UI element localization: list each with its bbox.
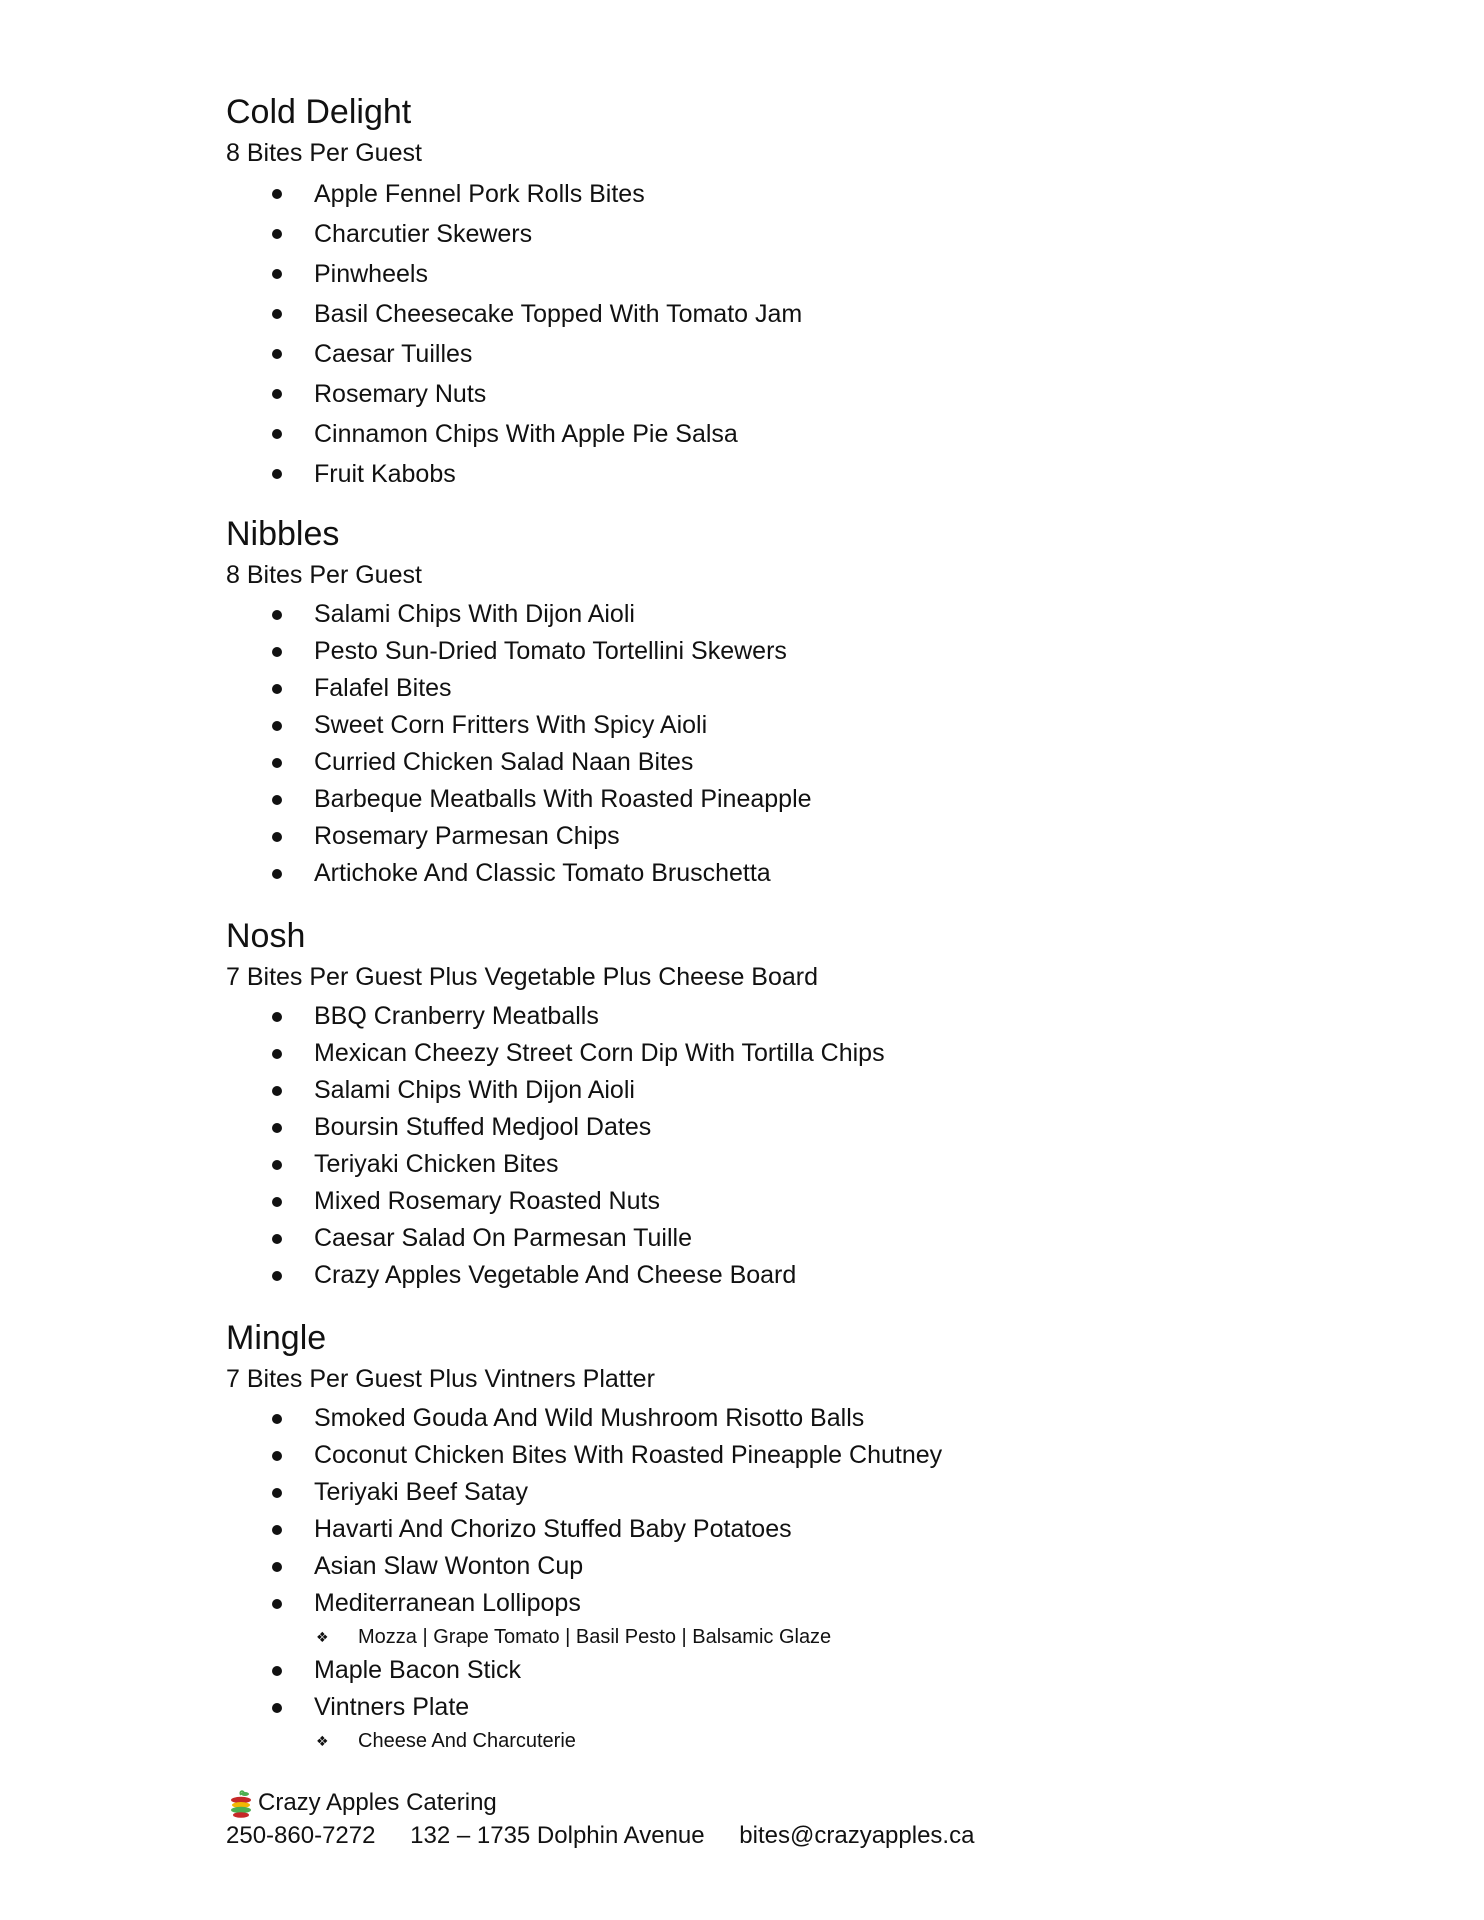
item-label: Charcutier Skewers	[314, 220, 533, 248]
item-label: Teriyaki Beef Satay	[314, 1478, 528, 1506]
item-list	[226, 1400, 1326, 1622]
diamond-bullet-icon: ❖	[316, 1629, 329, 1645]
list-item	[226, 454, 1326, 494]
list-item	[226, 596, 1326, 633]
list-item	[226, 1585, 1326, 1622]
subitem-label: Mozza | Grape Tomato | Basil Pesto | Balsamic Glaze	[358, 1626, 832, 1648]
list-item	[226, 1652, 1326, 1689]
list-item	[226, 1474, 1326, 1511]
item-label: Cinnamon Chips With Apple Pie Salsa	[314, 420, 738, 448]
list-item	[226, 334, 1326, 374]
street-address: 132 – 1735 Dolphin Avenue	[410, 1822, 705, 1849]
item-label: Artichoke And Classic Tomato Bruschetta	[314, 859, 771, 887]
bullet-icon	[272, 1599, 282, 1609]
list-item	[226, 1437, 1326, 1474]
bullet-icon	[272, 1525, 282, 1535]
section-title: Nosh	[226, 917, 306, 955]
item-label: Sweet Corn Fritters With Spicy Aioli	[314, 711, 708, 739]
bullet-icon	[272, 429, 282, 439]
bullet-icon	[272, 1234, 282, 1244]
list-item	[226, 781, 1326, 818]
list-item	[226, 1511, 1326, 1548]
item-label: Barbeque Meatballs With Roasted Pineapple	[314, 785, 812, 813]
item-label: Coconut Chicken Bites With Roasted Pineapple Chutney	[314, 1441, 943, 1469]
item-label: Falafel Bites	[314, 674, 452, 702]
list-item	[226, 1146, 1326, 1183]
item-label: Pesto Sun-Dried Tomato Tortellini Skewers	[314, 637, 787, 665]
apple-logo-icon	[226, 1789, 256, 1819]
list-item	[226, 1183, 1326, 1220]
section-subtitle: 7 Bites Per Guest Plus Vintners Platter	[226, 1365, 655, 1393]
list-item	[226, 1689, 1326, 1726]
section-subtitle: 7 Bites Per Guest Plus Vegetable Plus Cheese Board	[226, 963, 819, 991]
item-list	[226, 596, 1326, 892]
item-label: Maple Bacon Stick	[314, 1656, 522, 1684]
sub-list-item	[226, 1622, 1326, 1652]
bullet-icon	[272, 721, 282, 731]
list-item	[226, 633, 1326, 670]
email-address[interactable]: bites@crazyapples.ca	[739, 1822, 975, 1849]
bullet-icon	[272, 1271, 282, 1281]
list-item	[226, 818, 1326, 855]
bullet-icon	[272, 795, 282, 805]
section-nibbles	[226, 510, 1326, 892]
bullet-icon	[272, 1086, 282, 1096]
item-label: BBQ Cranberry Meatballs	[314, 1002, 599, 1030]
bullet-icon	[272, 1049, 282, 1059]
diamond-bullet-icon: ❖	[316, 1733, 329, 1749]
item-label: Crazy Apples Vegetable And Cheese Board	[314, 1261, 797, 1289]
list-item	[226, 1109, 1326, 1146]
list-item	[226, 670, 1326, 707]
item-label: Mexican Cheezy Street Corn Dip With Tortilla Chips	[314, 1039, 885, 1067]
list-item	[226, 1548, 1326, 1585]
item-label: Boursin Stuffed Medjool Dates	[314, 1113, 652, 1141]
list-item	[226, 254, 1326, 294]
item-label: Salami Chips With Dijon Aioli	[314, 1076, 635, 1104]
bullet-icon	[272, 309, 282, 319]
bullet-icon	[272, 684, 282, 694]
section-title: Mingle	[226, 1319, 327, 1357]
bullet-icon	[272, 269, 282, 279]
bullet-icon	[272, 758, 282, 768]
item-label: Vintners Plate	[314, 1693, 470, 1721]
footer-contact	[226, 1819, 1002, 1853]
item-label: Fruit Kabobs	[314, 460, 456, 488]
list-item	[226, 294, 1326, 334]
section-subtitle: 8 Bites Per Guest	[226, 561, 422, 589]
brand-name: Crazy Apples Catering	[258, 1789, 497, 1816]
footer	[226, 1787, 1002, 1853]
bullet-icon	[272, 1160, 282, 1170]
subitem-label: Cheese And Charcuterie	[358, 1730, 576, 1752]
bullet-icon	[272, 647, 282, 657]
item-list	[226, 174, 1326, 494]
menu-document	[226, 88, 1326, 1756]
list-item	[226, 1035, 1326, 1072]
bullet-icon	[272, 469, 282, 479]
item-label: Rosemary Parmesan Chips	[314, 822, 620, 850]
item-label: Salami Chips With Dijon Aioli	[314, 600, 635, 628]
item-label: Caesar Tuilles	[314, 340, 473, 368]
bullet-icon	[272, 1451, 282, 1461]
item-label: Asian Slaw Wonton Cup	[314, 1552, 584, 1580]
item-label: Apple Fennel Pork Rolls Bites	[314, 180, 645, 208]
bullet-icon	[272, 832, 282, 842]
list-item	[226, 707, 1326, 744]
sub-list-item	[226, 1726, 1326, 1756]
item-label: Basil Cheesecake Topped With Tomato Jam	[314, 300, 803, 328]
bullet-icon	[272, 1562, 282, 1572]
list-item	[226, 1072, 1326, 1109]
item-label: Curried Chicken Salad Naan Bites	[314, 748, 694, 776]
bullet-icon	[272, 229, 282, 239]
list-item	[226, 174, 1326, 214]
list-item	[226, 1257, 1326, 1294]
list-item	[226, 414, 1326, 454]
item-label: Teriyaki Chicken Bites	[314, 1150, 559, 1178]
bullet-icon	[272, 1414, 282, 1424]
item-label: Mediterranean Lollipops	[314, 1589, 581, 1617]
list-item	[226, 1220, 1326, 1257]
section-title: Nibbles	[226, 515, 340, 553]
bullet-icon	[272, 1488, 282, 1498]
bullet-icon	[272, 1197, 282, 1207]
section-nosh	[226, 912, 1326, 1294]
bullet-icon	[272, 1703, 282, 1713]
bullet-icon	[272, 349, 282, 359]
item-label: Smoked Gouda And Wild Mushroom Risotto Balls	[314, 1404, 865, 1432]
list-item	[226, 1400, 1326, 1437]
section-subtitle: 8 Bites Per Guest	[226, 139, 422, 167]
item-list	[226, 1652, 1326, 1726]
item-label: Rosemary Nuts	[314, 380, 487, 408]
bullet-icon	[272, 610, 282, 620]
item-label: Pinwheels	[314, 260, 428, 288]
item-label: Mixed Rosemary Roasted Nuts	[314, 1187, 660, 1215]
bullet-icon	[272, 1012, 282, 1022]
bullet-icon	[272, 1123, 282, 1133]
bullet-icon	[272, 869, 282, 879]
bullet-icon	[272, 389, 282, 399]
list-item	[226, 214, 1326, 254]
phone-number: 250-860-7272	[226, 1822, 376, 1849]
item-label: Caesar Salad On Parmesan Tuille	[314, 1224, 692, 1252]
list-item	[226, 855, 1326, 892]
section-cold-delight	[226, 88, 1326, 494]
bullet-icon	[272, 189, 282, 199]
item-label: Havarti And Chorizo Stuffed Baby Potatoes	[314, 1515, 792, 1543]
subitem-list	[226, 1622, 1326, 1652]
section-title: Cold Delight	[226, 93, 412, 131]
item-list	[226, 998, 1326, 1294]
subitem-list	[226, 1726, 1326, 1756]
section-mingle	[226, 1314, 1326, 1756]
list-item	[226, 998, 1326, 1035]
bullet-icon	[272, 1666, 282, 1676]
list-item	[226, 374, 1326, 414]
footer-brand	[226, 1787, 1002, 1819]
list-item	[226, 744, 1326, 781]
